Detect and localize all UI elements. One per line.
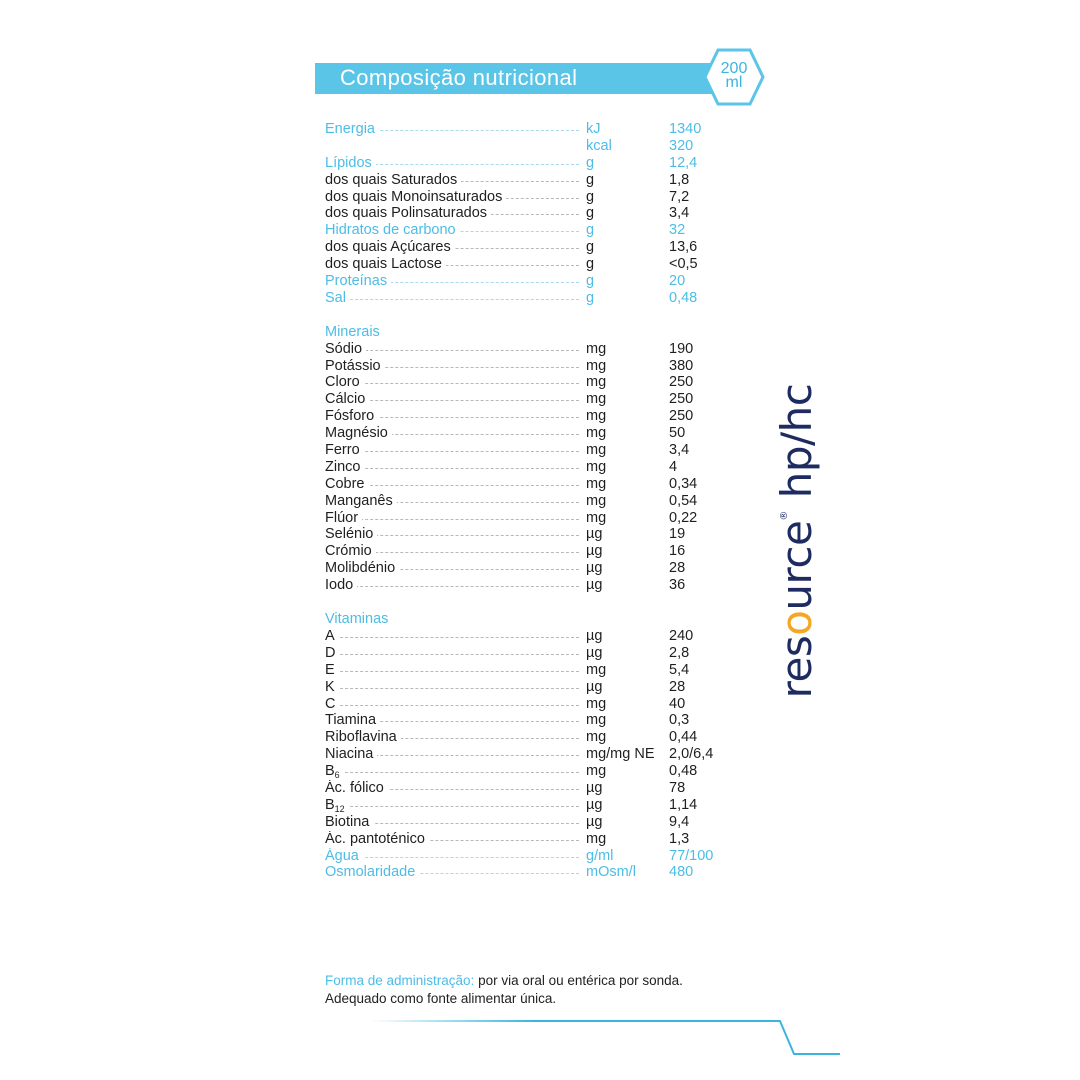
section-spacer: [325, 594, 745, 611]
nutrient-unit: mg: [586, 442, 607, 459]
table-row: [325, 222, 745, 239]
nutrient-unit: mg: [586, 475, 607, 492]
nutrient-unit: mg: [586, 458, 607, 475]
nutrient-name: [325, 864, 419, 880]
nutrient-value: 19: [669, 526, 686, 543]
nutrient-value: 190: [669, 340, 694, 357]
nutrient-name-text: Molibdénio: [325, 560, 396, 577]
nutrient-name-cell: [325, 391, 583, 408]
nutrient-name-cell: [325, 864, 583, 881]
nutrient-name: [325, 408, 378, 424]
nutrient-name-text: Cloro: [325, 374, 360, 391]
nutrient-value: 1,14: [669, 796, 698, 813]
nutrient-value: 3,4: [669, 205, 690, 222]
table-row: [325, 864, 745, 881]
table-row: [325, 543, 745, 560]
nutrient-value: 32: [669, 222, 686, 239]
nutrient-unit: g: [586, 171, 595, 188]
nutrient-name-text: Cálcio: [325, 391, 366, 408]
dotted-leader: [325, 857, 579, 858]
nutrient-unit: g: [586, 239, 595, 256]
nutrient-name-text: dos quais Monoinsaturados: [325, 188, 503, 205]
dotted-leader: [325, 806, 579, 807]
nutrient-name-text: Iodo: [325, 577, 354, 594]
table-row: [325, 814, 745, 831]
nutrient-name: [325, 831, 429, 847]
nutrient-name-text: Manganês: [325, 492, 393, 509]
nutrient-name-text: Osmolaridade: [325, 864, 416, 881]
table-row: [325, 577, 745, 594]
dotted-leader: [325, 586, 579, 587]
brand-name-start: res: [772, 635, 821, 699]
nutrient-name: [325, 374, 364, 390]
nutrient-unit: mg: [586, 492, 607, 509]
nutrient-unit: g/ml: [586, 847, 614, 864]
nutrient-value: 77/100: [669, 847, 714, 864]
nutrient-name-cell: [325, 239, 583, 256]
table-row: [325, 729, 745, 746]
nutrient-value: 5,4: [669, 661, 690, 678]
nutrient-name-text: Ferro: [325, 442, 360, 459]
nutrient-name: [325, 189, 506, 205]
table-row: [325, 848, 745, 865]
nutrient-name-cell: [325, 121, 583, 138]
nutrient-name-text: Magnésio: [325, 425, 388, 442]
nutrient-name-text: Ác. fólico: [325, 779, 384, 796]
administration-note: [325, 972, 683, 1008]
table-row: [325, 526, 745, 543]
nutrient-name: [325, 696, 339, 712]
table-row: [325, 205, 745, 222]
nutrient-name: [325, 814, 373, 830]
nutrient-unit: µg: [586, 644, 603, 661]
nutrient-name: [325, 679, 339, 695]
registered-mark: ®: [779, 511, 790, 521]
nutrient-name-cell: [325, 493, 583, 510]
nutrient-name: [325, 425, 392, 441]
nutrient-name: [325, 358, 385, 374]
nutrient-name: [325, 222, 460, 238]
table-row: [325, 189, 745, 206]
nutrient-name-cell: [325, 814, 583, 831]
nutrient-name: [325, 797, 349, 813]
nutrient-unit: kJ: [586, 121, 601, 137]
table-row: [325, 256, 745, 273]
nutrient-unit: g: [586, 273, 595, 290]
nutrient-name-text: K: [325, 678, 335, 695]
nutrient-name: [325, 155, 376, 171]
nutrient-value: 380: [669, 357, 694, 374]
nutrient-name-text: B: [325, 763, 335, 780]
nutrient-unit: mg: [586, 712, 607, 729]
nutrient-name-text: Sódio: [325, 340, 363, 357]
nutrient-unit: mg: [586, 695, 607, 712]
nutrient-unit: mg: [586, 729, 607, 746]
nutrient-value: 78: [669, 779, 686, 796]
nutrient-unit: µg: [586, 526, 603, 543]
volume-badge: [703, 62, 765, 90]
nutrient-name-cell: [325, 256, 583, 273]
nutrient-value: 0,54: [669, 492, 698, 509]
nutrient-name-text: E: [325, 661, 335, 678]
nutrient-name-cell: [325, 696, 583, 713]
nutrient-unit: µg: [586, 577, 603, 594]
nutrient-name-cell: [325, 729, 583, 746]
nutrient-name: [325, 493, 397, 509]
nutrient-unit: g: [586, 205, 595, 222]
nutrient-name-cell: [325, 155, 583, 172]
table-row: [325, 442, 745, 459]
nutrient-unit: µg: [586, 813, 603, 830]
nutrient-unit: mOsm/l: [586, 864, 636, 881]
nutrient-name-text: B: [325, 796, 335, 813]
nutrient-name: [325, 577, 357, 593]
nutrient-unit: g: [586, 188, 595, 205]
nutrient-unit: g: [586, 222, 595, 239]
nutrient-value: 250: [669, 374, 694, 391]
section-title-vitamins: Vitaminas: [325, 611, 389, 628]
nutrient-name-cell: [325, 189, 583, 206]
nutrient-value: 1,8: [669, 171, 690, 188]
nutrient-unit: g: [586, 256, 595, 273]
dotted-leader: [325, 705, 579, 706]
nutrient-name: [325, 239, 455, 255]
table-row: [325, 628, 745, 645]
nutrient-name-cell: [325, 408, 583, 425]
volume-badge-amount: 200: [720, 60, 748, 77]
nutrient-name-cell: [325, 205, 583, 222]
table-row: [325, 459, 745, 476]
nutrient-value: 16: [669, 543, 686, 560]
nutrient-name: [325, 543, 376, 559]
nutrient-name-text: D: [325, 644, 336, 661]
nutrient-name-cell: [325, 780, 583, 797]
nutrient-name-text: Água: [325, 847, 359, 864]
nutrient-value: 4: [669, 458, 678, 475]
table-row: [325, 797, 745, 814]
nutrient-unit: g: [586, 289, 595, 306]
table-row: [325, 155, 745, 172]
nutrient-name: [325, 712, 380, 728]
table-row: [325, 493, 745, 510]
nutrient-name-text: dos quais Saturados: [325, 171, 458, 188]
nutrient-name: [325, 763, 344, 779]
table-row: [325, 476, 745, 493]
nutrient-value: 0,3: [669, 712, 690, 729]
brand-suffix: hp/hc: [772, 383, 821, 512]
nutrient-name-cell: [325, 560, 583, 577]
nutrient-name-text: Cobre: [325, 475, 365, 492]
volume-badge-unit: ml: [725, 74, 743, 91]
nutrient-value: 0,44: [669, 729, 698, 746]
nutrient-value: 240: [669, 627, 694, 644]
table-row: [325, 831, 745, 848]
nutrient-value: 7,2: [669, 188, 690, 205]
nutrient-unit: µg: [586, 796, 603, 813]
nutrient-name: [325, 391, 369, 407]
nutrient-value: 0,22: [669, 509, 698, 526]
nutrient-unit: mg: [586, 830, 607, 847]
nutrient-name-text: Potássio: [325, 357, 381, 374]
nutrient-value: 0,48: [669, 763, 698, 780]
nutrient-name: [325, 476, 369, 492]
nutrient-value: 2,8: [669, 644, 690, 661]
nutrient-name-cell: [325, 526, 583, 543]
nutrient-name-cell: [325, 763, 583, 780]
nutrient-unit: µg: [586, 779, 603, 796]
nutrient-value: 320: [669, 137, 694, 154]
nutrient-name-text: Zinco: [325, 458, 361, 475]
nutrient-value: 28: [669, 560, 686, 577]
nutrient-subscript: 12: [334, 803, 345, 814]
nutrient-name-cell: [325, 577, 583, 594]
suitability-text: Adequado como fonte alimentar única.: [325, 991, 557, 1006]
nutrient-unit: µg: [586, 678, 603, 695]
nutrient-name-cell: [325, 831, 583, 848]
nutrient-name-text: Sal: [325, 289, 346, 306]
nutrient-name-text: A: [325, 627, 335, 644]
table-row: [325, 510, 745, 527]
nutrient-value: 20: [669, 273, 686, 290]
nutrient-unit: mg: [586, 763, 607, 780]
nutrient-name-cell: [325, 341, 583, 358]
section-spacer: [325, 307, 745, 324]
dotted-leader: [325, 637, 579, 638]
nutrient-value: 40: [669, 695, 686, 712]
nutrient-name-text: C: [325, 695, 336, 712]
brand-name-end: urce: [772, 520, 821, 611]
nutrient-name-text: Crómio: [325, 543, 372, 560]
nutrient-name: [325, 172, 461, 188]
table-row: [325, 138, 745, 155]
dotted-leader: [325, 299, 579, 300]
nutrient-name-text: Hidratos de carbono: [325, 222, 456, 239]
nutrient-name-cell: [325, 746, 583, 763]
nutrient-name-cell: [325, 374, 583, 391]
dotted-leader: [325, 519, 579, 520]
nutrient-unit: mg: [586, 357, 607, 374]
brand-o-hexagon: o: [772, 610, 821, 636]
nutrient-name: [325, 121, 379, 137]
nutrient-value: 12,4: [669, 154, 698, 171]
table-row: [325, 763, 745, 780]
nutrient-name-cell: [325, 476, 583, 493]
nutrient-subscript: 6: [334, 770, 340, 780]
table-row: [325, 172, 745, 189]
nutrient-name-text: dos quais Polinsaturados: [325, 205, 488, 222]
dotted-leader: [325, 654, 579, 655]
table-row: [325, 679, 745, 696]
table-row: [325, 780, 745, 797]
nutrient-name: [325, 290, 350, 306]
nutrient-name: [325, 459, 364, 475]
nutrient-value: 1340: [669, 121, 702, 137]
table-row: [325, 391, 745, 408]
table-row: [325, 408, 745, 425]
nutrient-name-cell: [325, 510, 583, 527]
nutrient-value: 480: [669, 864, 694, 881]
nutrient-name-text: Niacina: [325, 746, 374, 763]
nutrient-name-cell: [325, 543, 583, 560]
nutrient-name-cell: [325, 797, 583, 814]
nutrient-unit: mg: [586, 374, 607, 391]
nutrient-unit: kcal: [586, 137, 612, 154]
decorative-footer-line: [370, 1015, 850, 1060]
nutrient-name: [325, 341, 366, 357]
administration-text: por via oral ou entérica por sonda.: [474, 973, 683, 988]
nutrient-name-text: Selénio: [325, 526, 374, 543]
nutrient-name-text: Biotina: [325, 813, 370, 830]
table-row: [325, 341, 745, 358]
nutrient-name-cell: [325, 172, 583, 189]
dotted-leader: [325, 772, 579, 773]
nutrient-name-cell: [325, 442, 583, 459]
nutrient-name-cell: [325, 662, 583, 679]
nutrient-unit: mg: [586, 425, 607, 442]
nutrient-name-cell: [325, 645, 583, 662]
nutrient-name: [325, 510, 362, 526]
nutrient-name: [325, 662, 339, 678]
nutrient-value: 13,6: [669, 239, 698, 256]
nutrient-unit: µg: [586, 560, 603, 577]
nutrient-name: [325, 273, 391, 289]
nutrient-value: 250: [669, 391, 694, 408]
table-row: [325, 662, 745, 679]
nutrient-name-cell: [325, 712, 583, 729]
nutrient-name-cell: [325, 290, 583, 307]
table-row: [325, 121, 745, 138]
table-row: [325, 290, 745, 307]
nutrient-name: [325, 628, 339, 644]
nutrient-name-text: Proteínas: [325, 273, 388, 290]
nutrient-name-text: Flúor: [325, 509, 359, 526]
nutrient-unit: mg: [586, 408, 607, 425]
nutrition-table: [325, 121, 745, 881]
nutrient-name: [325, 205, 491, 221]
nutrient-name-cell: [325, 358, 583, 375]
nutrient-name: [325, 848, 363, 864]
table-row: [325, 273, 745, 290]
nutrient-name: [325, 560, 399, 576]
nutrient-name-text: Ác. pantoténico: [325, 830, 425, 847]
table-row: [325, 358, 745, 375]
nutrient-name-cell: [325, 848, 583, 865]
nutrient-name: [325, 442, 364, 458]
nutrient-name: [325, 645, 339, 661]
nutrient-name-text: Riboflavina: [325, 729, 397, 746]
nutrient-name: [325, 256, 446, 272]
nutrient-unit: mg: [586, 340, 607, 357]
nutrient-unit: g: [586, 154, 595, 171]
nutrient-name-cell: [325, 273, 583, 290]
nutrient-value: 0,34: [669, 475, 698, 492]
nutrient-name-cell: [325, 628, 583, 645]
nutrient-name-text: Tiamina: [325, 712, 377, 729]
table-row: [325, 746, 745, 763]
nutrient-name-cell: [325, 459, 583, 476]
nutrient-name: [325, 746, 377, 762]
nutrient-name-cell: [325, 679, 583, 696]
nutrient-value: 50: [669, 425, 686, 442]
nutrient-value: 1,3: [669, 830, 690, 847]
nutrient-name: [325, 729, 401, 745]
nutrient-value: 0,48: [669, 289, 698, 306]
nutrient-value: 36: [669, 577, 686, 594]
page-title: Composição nutricional: [340, 65, 578, 90]
nutrient-value: 9,4: [669, 813, 690, 830]
nutrient-value: 3,4: [669, 442, 690, 459]
nutrient-name-text: Energia: [325, 121, 375, 137]
nutrient-name-text: Lípidos: [325, 154, 372, 171]
table-row: [325, 425, 745, 442]
section-title-minerals: Minerais: [325, 323, 380, 340]
nutrient-name-text: Fósforo: [325, 408, 375, 425]
dotted-leader: [325, 671, 579, 672]
nutrient-unit: mg/mg NE: [586, 746, 655, 763]
nutrient-value: 28: [669, 678, 686, 695]
table-row: [325, 374, 745, 391]
table-row: [325, 239, 745, 256]
nutrient-name-cell: [325, 425, 583, 442]
administration-label: Forma de administração:: [325, 973, 475, 988]
nutrient-unit: mg: [586, 661, 607, 678]
nutrient-value: <0,5: [669, 256, 698, 273]
nutrient-name: [325, 780, 388, 796]
table-row: [325, 560, 745, 577]
nutrient-unit: mg: [586, 509, 607, 526]
table-row: [325, 712, 745, 729]
nutrient-unit: µg: [586, 627, 603, 644]
nutrient-unit: µg: [586, 543, 603, 560]
nutrient-name-text: dos quais Lactose: [325, 256, 442, 273]
nutrient-name-cell: [325, 222, 583, 239]
nutrient-name: [325, 526, 377, 542]
table-row: [325, 696, 745, 713]
nutrient-value: 2,0/6,4: [669, 746, 714, 763]
nutrient-unit: mg: [586, 391, 607, 408]
nutrient-name-text: dos quais Açúcares: [325, 239, 451, 256]
nutrient-value: 250: [669, 408, 694, 425]
table-row: [325, 645, 745, 662]
dotted-leader: [325, 688, 579, 689]
